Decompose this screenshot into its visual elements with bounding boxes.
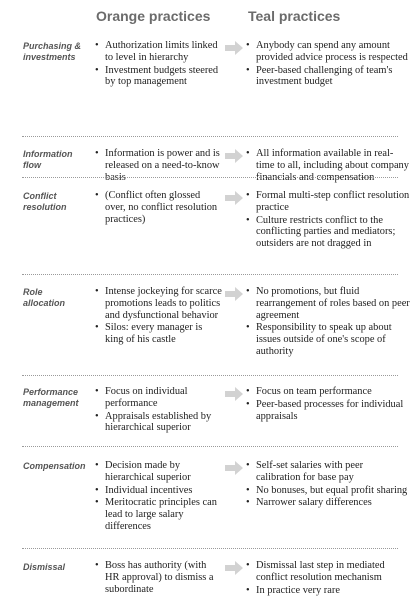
row-divider (22, 274, 398, 275)
list-item: • Self-set salaries with peer calibration for base pay (246, 460, 410, 484)
teal-practices-list (246, 560, 410, 597)
arrow-right-icon (225, 149, 243, 163)
table-row-dismissal (0, 558, 420, 606)
teal-practices-list (246, 148, 410, 184)
orange-practices-header: Orange practices (96, 8, 211, 24)
row-label: Purchasing & investments (23, 41, 82, 62)
table-row-performance (0, 384, 420, 444)
arrow-right-icon (225, 461, 243, 475)
row-divider (22, 375, 398, 376)
list-item: • Culture restricts conflict to the conflicting parties and mediators; outsiders are not dragged in (246, 215, 410, 250)
table-row-role-allocation (0, 284, 420, 380)
list-item: • Dismissal last step in mediated conflict resolution mechanism (246, 560, 410, 584)
orange-practices-list (95, 460, 223, 534)
list-item: • Silos: every manager is king of his castle (95, 322, 223, 346)
row-label: Information flow (23, 149, 73, 170)
list-item: • Formal multi-step conflict resolution practice (246, 190, 410, 214)
row-divider (22, 177, 398, 178)
list-item: • No bonuses, but equal profit sharing (246, 485, 410, 497)
orange-practices-list (95, 286, 223, 347)
arrow-right-icon (225, 41, 243, 55)
teal-practices-list (246, 460, 410, 510)
list-item: • Peer-based challenging of team's investment budget (246, 65, 410, 89)
list-item: • Narrower salary differences (246, 497, 410, 509)
list-item: • No promotions, but fluid rearrangement of roles based on peer agreement (246, 286, 410, 321)
row-label: Compensation (23, 461, 86, 471)
table-row-purchasing (0, 38, 420, 134)
list-item: • Investment budgets steered by top management (95, 65, 223, 89)
teal-practices-list (246, 286, 410, 359)
table-row-compensation (0, 458, 420, 542)
arrow-right-icon (225, 561, 243, 575)
list-item: • Intense jockeying for scarce promotions leads to politics and dysfunctional behavior (95, 286, 223, 321)
list-item: • Peer-based processes for individual appraisals (246, 399, 410, 423)
list-item: • Authorization limits linked to level in hierarchy (95, 40, 223, 64)
row-divider (22, 136, 398, 137)
list-item: • Focus on individual performance (95, 386, 223, 410)
teal-practices-list (246, 190, 410, 251)
list-item: • Information is power and is released on a need-to-know basis (95, 148, 223, 183)
list-item: • Decision made by hierarchical superior (95, 460, 223, 484)
list-item: • (Conflict often glossed over, no conflict resolution practices) (95, 190, 223, 225)
row-divider (22, 446, 398, 447)
orange-practices-list (95, 560, 223, 596)
list-item: • Individual incentives (95, 485, 223, 497)
list-item: • In practice very rare (246, 585, 410, 597)
orange-practices-list (95, 148, 223, 184)
list-item: • Focus on team performance (246, 386, 410, 398)
orange-practices-list (95, 190, 223, 226)
row-label: Dismissal (23, 562, 66, 572)
row-label: Role allocation (23, 287, 66, 308)
list-item: • Anybody can spend any amount provided advice process is respected (246, 40, 410, 64)
row-label: Conflict resolution (23, 191, 67, 212)
list-item: • Responsibility to speak up about issues outside of one's scope of authority (246, 322, 410, 357)
list-item: • Meritocratic principles can lead to large salary differences (95, 497, 223, 532)
teal-practices-list (246, 40, 410, 89)
table-row-conflict (0, 188, 420, 268)
orange-practices-list (95, 386, 223, 435)
row-label: Performance management (23, 387, 79, 408)
arrow-right-icon (225, 191, 243, 205)
teal-practices-list (246, 386, 410, 423)
list-item: • Appraisals established by hierarchical superior (95, 411, 223, 435)
arrow-right-icon (225, 287, 243, 301)
orange-practices-list (95, 40, 223, 89)
list-item: • Boss has authority (with HR approval) to dismiss a subordinate (95, 560, 223, 595)
row-divider (22, 548, 398, 549)
list-item: • All information available in real-time to all, including about company financials and compensation (246, 148, 410, 183)
teal-practices-header: Teal practices (248, 8, 341, 24)
arrow-right-icon (225, 387, 243, 401)
